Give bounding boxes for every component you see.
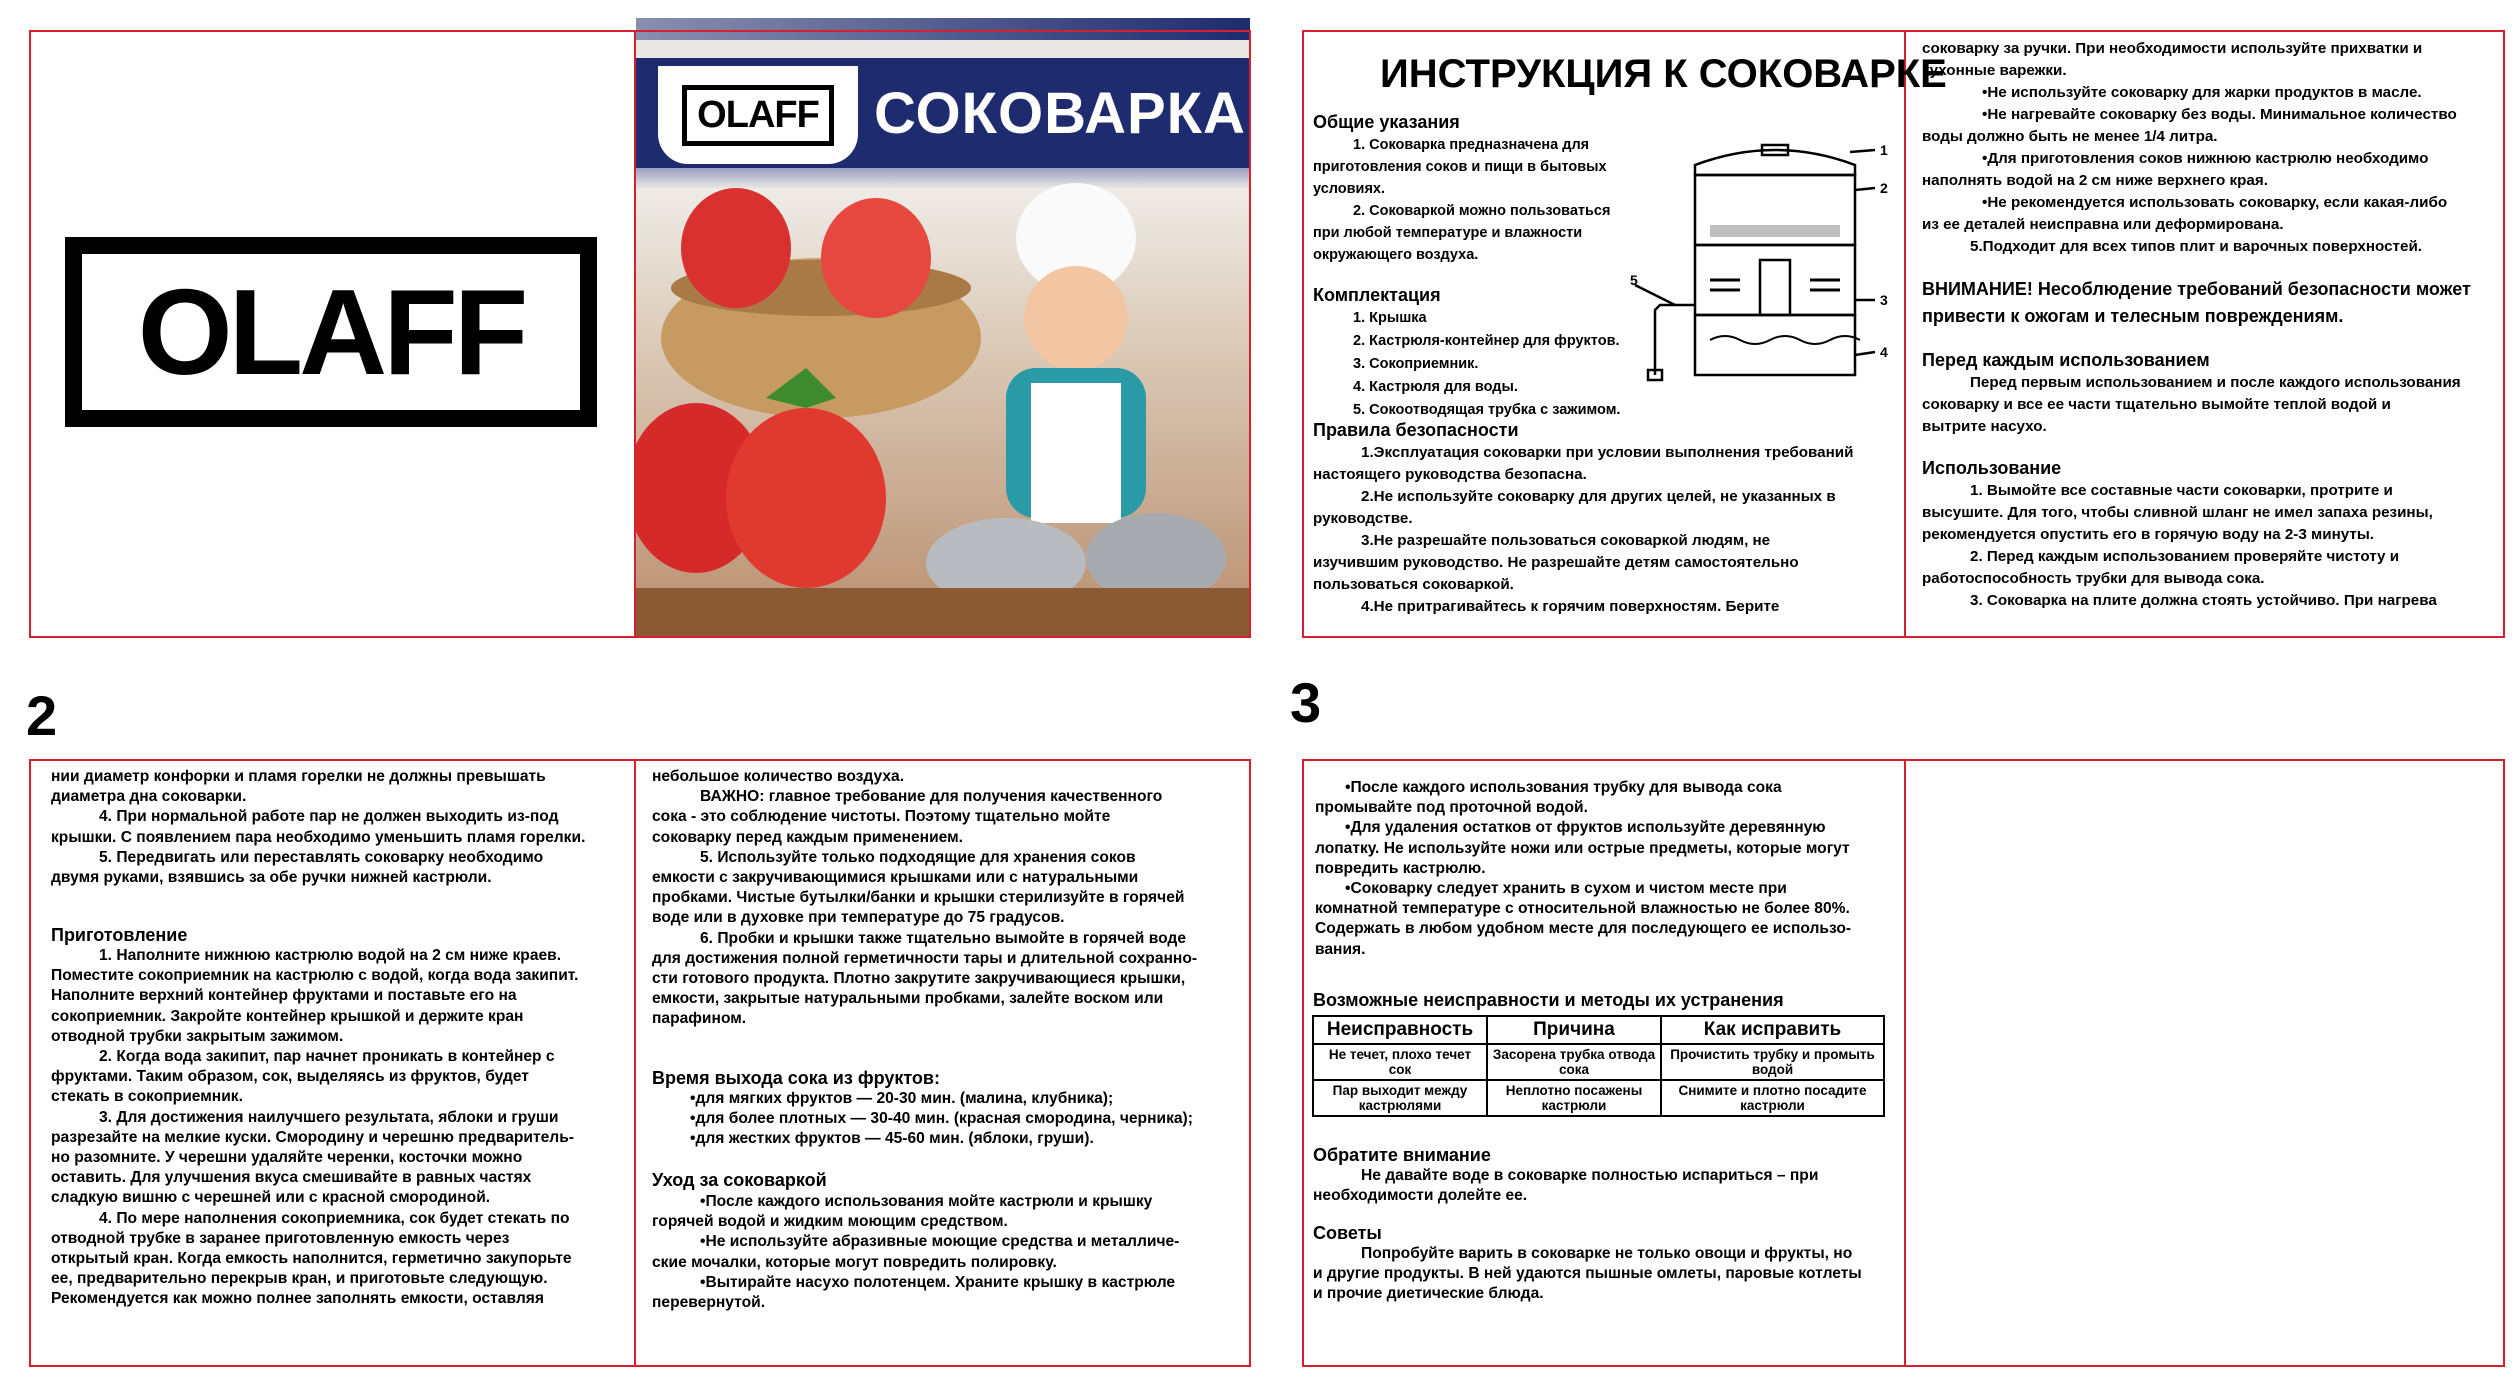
prep-heading: Приготовление xyxy=(51,925,188,945)
olaff-logo-large xyxy=(65,237,597,427)
leader-1 xyxy=(1850,150,1875,152)
faults-heading: Возможные неисправности и методы их устранения xyxy=(1313,990,1784,1010)
faults-table xyxy=(1312,1015,1885,1117)
attention-text: Не давайте воде в соковарке полностью испариться – при необходимости долейте ее. xyxy=(1313,1167,1819,1205)
page-number-3: 3 xyxy=(1290,671,1322,734)
safety-text: 1.Эксплуатация соковарки при условии выполнения требований настоящего руководства безопасна. 2.Не используйте соковарку для других целей, не указанных в руководстве. 3.Не разрешайте пользоваться соковаркой людям, не изучившим руководство. Не разрешайте детям самостоятельно пользоваться соковаркой. 4.Не притрагивайтесь к горячим поверхностям. Берите xyxy=(1313,444,1854,615)
table-cell: Не течет, плохо течет сок xyxy=(1313,1044,1487,1080)
table-cell: Снимите и плотно посадите кастрюли xyxy=(1661,1080,1884,1116)
use-text: 1. Вымойте все составные части соковарки, протрите и высушите. Для того, чтобы сливной шланг не имел запаха резины, рекомендуется опустить его в горячую воду на 2-3 минуты. 2. Перед каждым использованием проверяйте чистоту и работоспособность трубки для вывода сока. 3. Соковарка на плите должна стоять устойчиво. При нагрева xyxy=(1922,482,2437,609)
instructions-title: ИНСТРУКЦИЯ К СОКОВАРКЕ xyxy=(1380,52,1947,96)
time-heading: Время выхода сока из фруктов: xyxy=(652,1068,940,1088)
tips-heading: Советы xyxy=(1313,1223,1382,1243)
table-header-row xyxy=(1313,1016,1884,1044)
diagram-juice-lines xyxy=(1710,280,1840,290)
leader-5 xyxy=(1635,285,1675,305)
diagram-steam-cone xyxy=(1760,260,1790,315)
table-cell: Пар выходит между кастрюлями xyxy=(1313,1080,1487,1116)
general-text: 1. Соковарка предназначена для приготовления соков и пищи в бытовых условиях. 2. Соковаркой можно пользоваться при любой температуре и влажности окружающего воздуха. xyxy=(1313,137,1611,263)
label-5: 5 xyxy=(1630,272,1638,288)
care-heading: Уход за соковаркой xyxy=(652,1170,827,1190)
care-text: •После каждого использования мойте кастрюли и крышку горячей водой и жидким моющим средством. •Не используйте абразивные моющие средства и металличе- ские мочалки, которые могут повредить полировку. •Вытирайте насухо полотенцем. Храните крышку в кастрюле перевернутой. xyxy=(652,1193,1180,1312)
safety-continued: соковарку за ручки. При необходимости используйте прихватки и кухонные варежки. •Не используйте соковарку для жарки продуктов в масле. •Не нагревайте соковарку без воды. Минимальное количество воды должно быть не менее 1/4 литра. •Для приготовления соков нижнюю кастрюлю необходимо наполнять водой на 2 см ниже верхнего края. •Не рекомендуется использовать соковарку, если какая-либо из ее деталей неисправна или деформирована. 5.Подходит для всех типов плит и варочных поверхностей. xyxy=(1922,40,2457,255)
warning-text: ВНИМАНИЕ! Несоблюдение требований безопасности может привести к ожогам и телесным повреждениям. xyxy=(1922,279,2471,326)
table-row xyxy=(1313,1080,1884,1116)
tips-text: Попробуйте варить в соковарке не только овощи и фрукты, но и другие продукты. В ней удаются пышные омлеты, паровые котлеты и прочие диетические блюда. xyxy=(1313,1245,1862,1303)
label-2: 2 xyxy=(1880,180,1888,196)
time-list: •для мягких фруктов — 20-30 мин. (малина, клубника); •для более плотных — 30-40 мин. (красная смородина, черника); •для жестких фруктов — 45-60 мин. (яблоки, груши). xyxy=(690,1090,1193,1148)
page3-divider xyxy=(1904,759,1906,1367)
table-header: Как исправить xyxy=(1661,1016,1884,1044)
table-cell: Засорена трубка отвода сока xyxy=(1487,1044,1661,1080)
before-heading: Перед каждым использованием xyxy=(1922,350,2210,370)
table-header: Причина xyxy=(1487,1016,1661,1044)
diagram-tube xyxy=(1655,305,1695,375)
kit-heading: Комплектация xyxy=(1313,285,1441,305)
label-1: 1 xyxy=(1880,142,1888,158)
diagram-water-wave xyxy=(1710,336,1860,344)
safety-heading: Правила безопасности xyxy=(1313,420,1519,440)
image-frame xyxy=(634,30,1251,638)
kit-list: 1. Крышка 2. Кастрюля-контейнер для фруктов. 3. Сокоприемник. 4. Кастрюля для воды. 5. Сокоотводящая трубка с зажимом. xyxy=(1353,310,1621,418)
leader-4 xyxy=(1855,352,1875,355)
table-row xyxy=(1313,1044,1884,1080)
before-text: Перед первым использованием и после каждого использования соковарку и все ее части тщательно вымойте теплой водой и вытрите насухо. xyxy=(1922,374,2461,435)
logo-text: OLAFF xyxy=(137,264,525,400)
instructions-divider xyxy=(1904,30,1906,638)
diagram-water-pot xyxy=(1695,315,1855,375)
diagram-perforation xyxy=(1710,225,1840,237)
table-cell: Неплотно посажены кастрюли xyxy=(1487,1080,1661,1116)
product-name: СОКОВАРКА xyxy=(874,81,1246,146)
label-3: 3 xyxy=(1880,292,1888,308)
table-cell: Прочистить трубку и промыть водой xyxy=(1661,1044,1884,1080)
page2-divider xyxy=(634,759,636,1367)
juicer-diagram xyxy=(1630,130,1900,400)
table-header: Неисправность xyxy=(1313,1016,1487,1044)
banner-logo-text: OLAFF xyxy=(697,93,819,136)
attention-heading: Обратите внимание xyxy=(1313,1145,1491,1165)
general-heading: Общие указания xyxy=(1313,112,1460,132)
leader-2 xyxy=(1855,188,1875,190)
page-number-2: 2 xyxy=(26,684,58,747)
p2-left-text-a: нии диаметр конфорки и пламя горелки не должны превышать диаметра дна соковарки. 4. При нормальной работе пар не должен выходить из-под крышки. С появлением пара необходимо уменьшить пламя горелки. 5. Передвигать или переставлять соковарку необходимо двумя руками, взявшись за обе ручки нижней кастрюли. xyxy=(51,768,586,887)
use-heading: Использование xyxy=(1922,458,2062,478)
prep-text: 1. Наполните нижнюю кастрюлю водой на 2 см ниже краев. Поместите сокоприемник на кастрюлю с водой, когда вода закипит. Наполните верхний контейнер фруктами и поставьте его на сокоприемник. Закройте контейнер крышкой и держите кран отводной трубки закрытым зажимом. 2. Когда вода закипит, пар начнет проникать в контейнер с фруктами. Таким образом, сок, выделяясь из фруктов, будет стекать в сокоприемник. 3. Для достижения наилучшего результата, яблоки и груши разрезайте на мелкие куски. Смородину и черешню предваритель- но разомните. У черешни удаляйте черенки, косточки можно оставить. Для улучшения вкуса смешивайте в равных частях сладкую вишню с черешней или с красной смородиной. 4. По мере наполнения сокоприемника, сок будет стекать по отводной трубке в заранее приготовленную емкость через открытый кран. Когда емкость наполнится, герметично закупорьте ее, предварительно перекрыв кран, и приготовьте следующую. Рекомендуется как можно полнее заполнять емкости, оставляя xyxy=(51,947,579,1308)
p2-right-text-a: небольшое количество воздуха. ВАЖНО: главное требование для получения качественного сока - это соблюдение чистоты. Поэтому тщательно мойте соковарку перед каждым применением. 5. Используйте только подходящие для хранения соков емкости с закручивающимися крышками или с натуральными пробками. Чистые бутылки/банки и крышки стерилизуйте в горячей воде или в духовке при температуре до 75 градусов. 6. Пробки и крышки также тщательно вымойте в горячей воде для достижения полной герметичности тары и длительной сохранно- сти готового продукта. Плотно закрутите закручивающиеся крышки, емкости, закрытые натуральными пробками, залейте воском или парафином. xyxy=(652,768,1198,1028)
p3-text-a: •После каждого использования трубку для вывода сока промывайте под проточной водой. •Для удаления остатков от фруктов используйте деревянную лопатку. Не используйте ножи или острые предметы, которые могут повредить кастрюлю. •Соковарку следует хранить в сухом и чистом месте при комнатной температуре с относительной влажностью не более 80%. Содержать в любом удобном месте для последующего ее использо- вания. xyxy=(1315,779,1852,958)
label-4: 4 xyxy=(1880,344,1888,360)
